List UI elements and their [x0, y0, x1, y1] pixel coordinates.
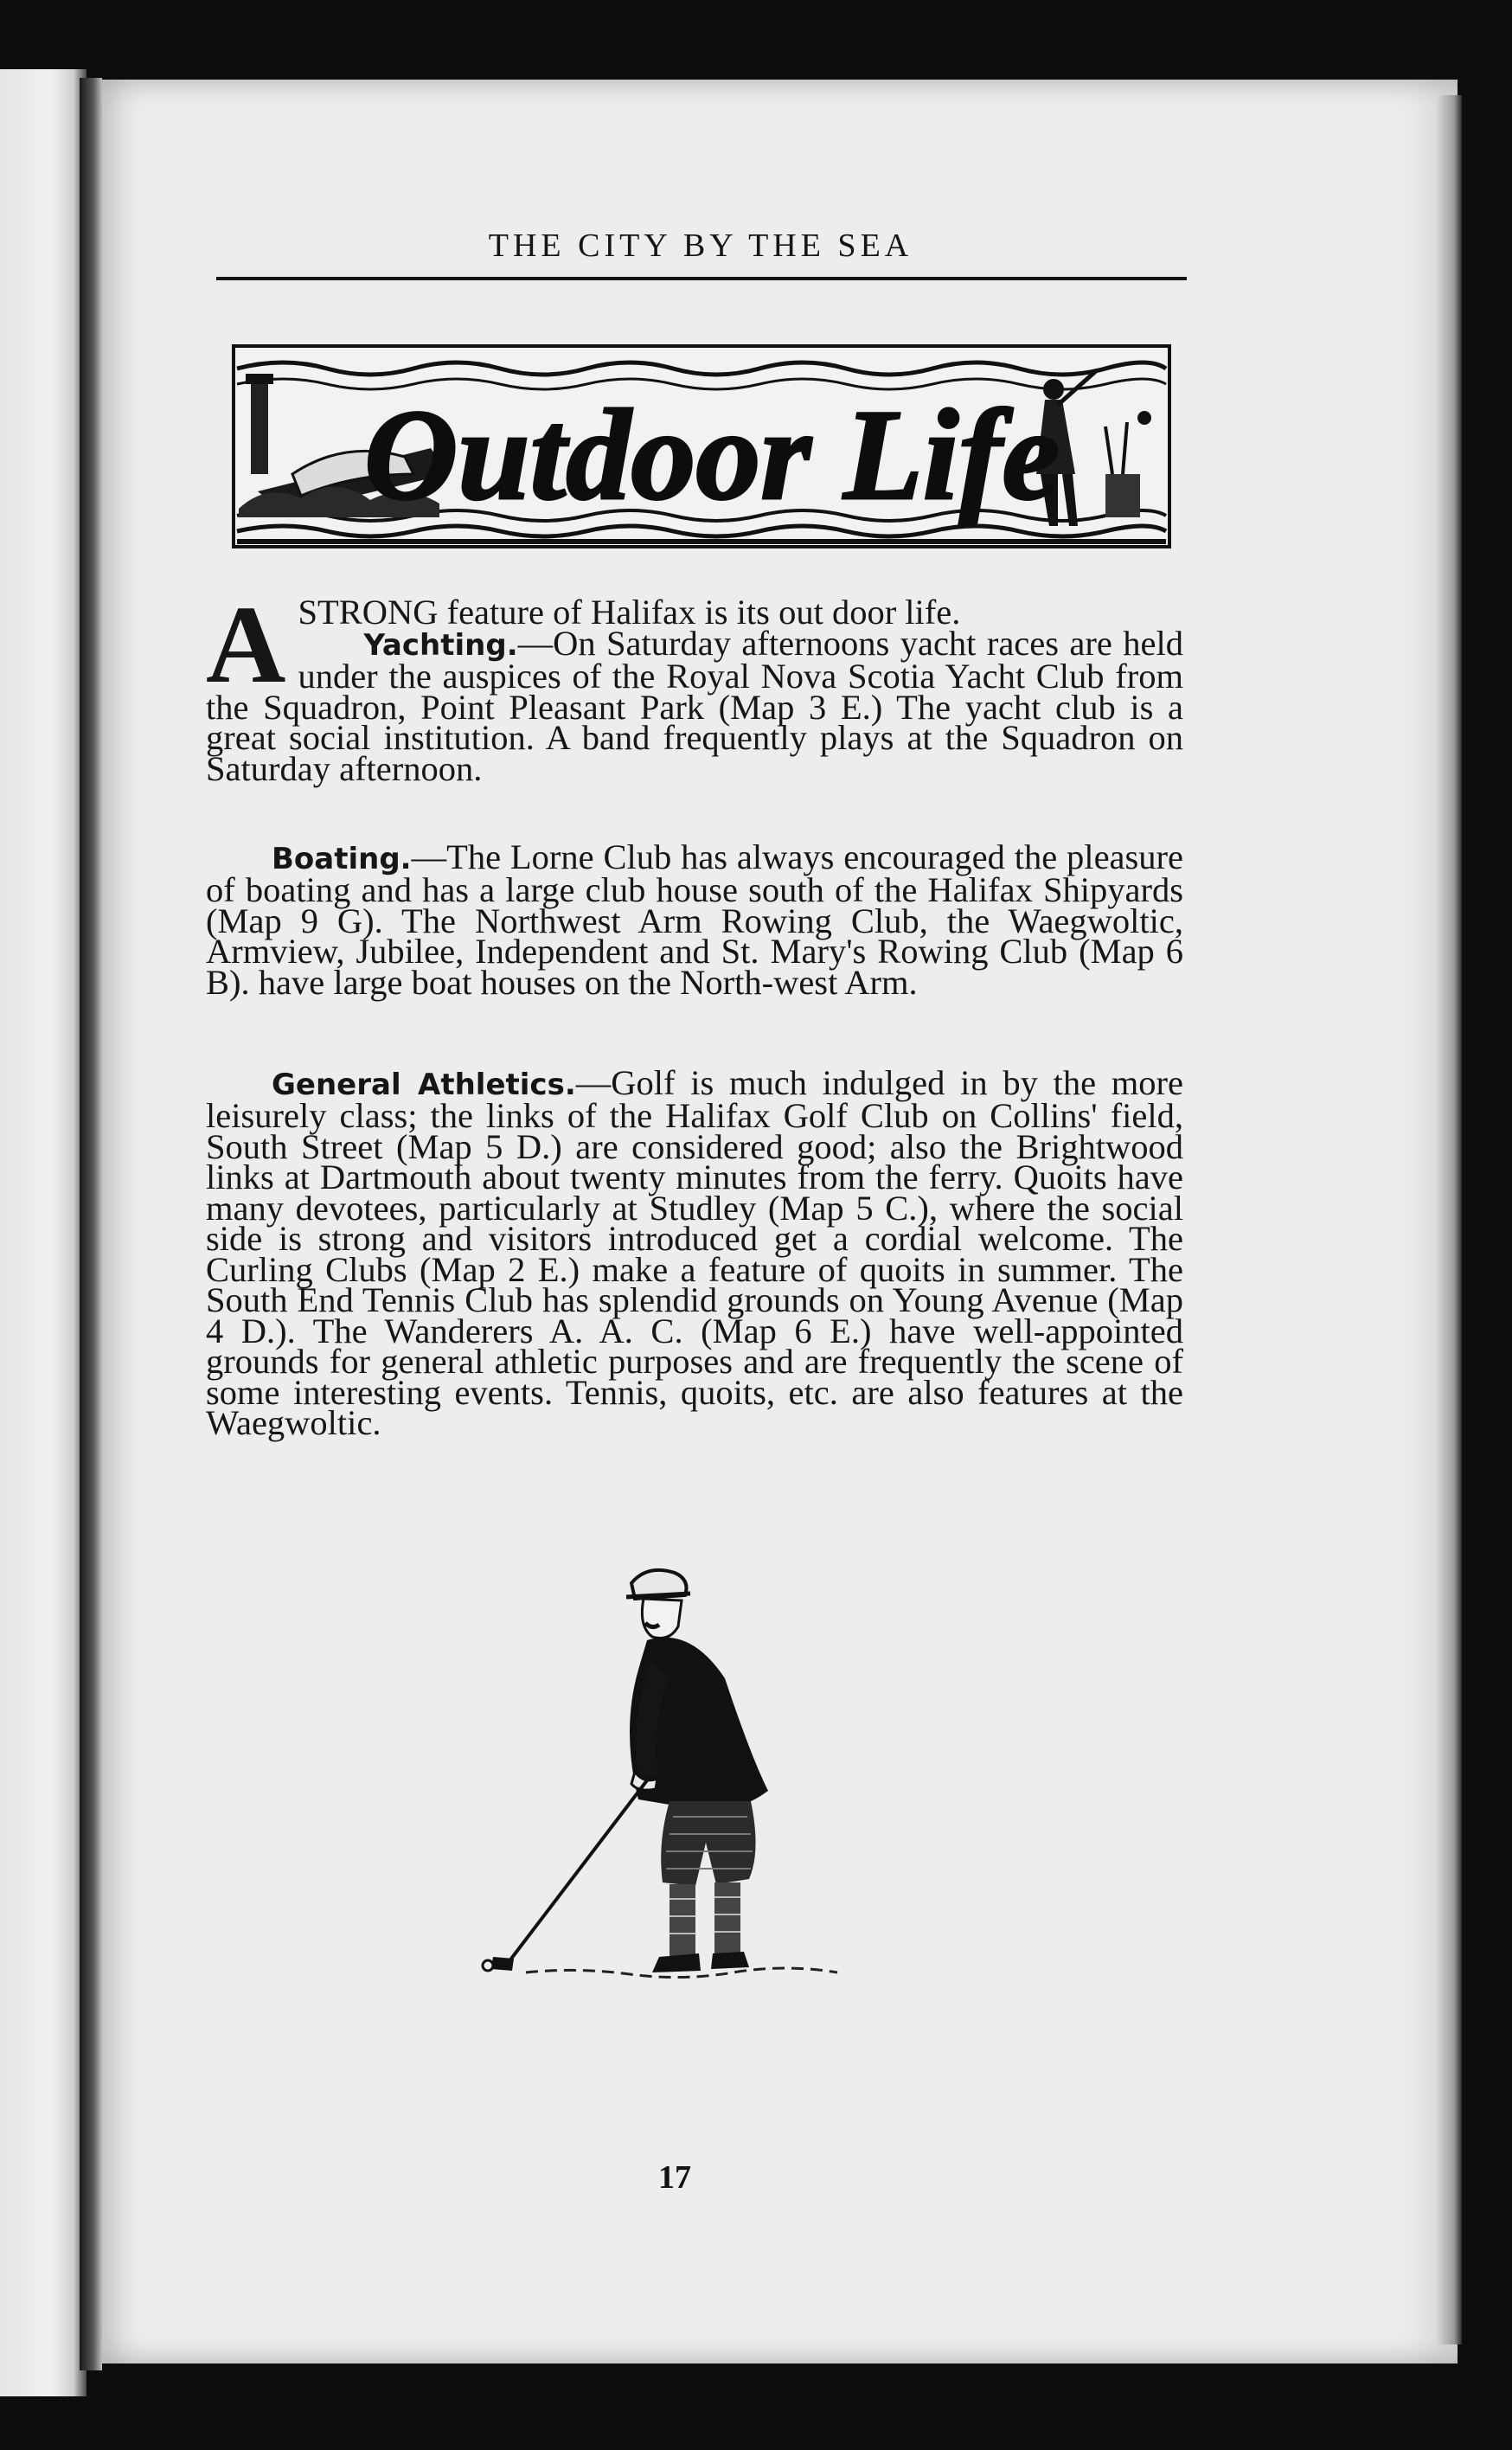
- banner-title: Outdoor Life: [363, 383, 1060, 527]
- running-head: THE CITY BY THE SEA: [488, 228, 913, 264]
- page-number: 17: [658, 2159, 691, 2196]
- boating-paragraph: [206, 837, 1183, 1002]
- athletics-text: —Golf is much indulged in by the more leisurely class; the links of the Halifax Golf Club on Collins' field, South Street (Map 5 D.) are considered good; also the Brightwood links at Dartmouth about twenty minutes from the ferry. Quoits have many devotees, particularly at Studley (Map 5 C.), where the social side is strong and visitors introduced get a cordial welcome. The Curling Clubs (Map 2 E.) make a feature of quoits in summer. The South End Tennis Club has splendid grounds on Young Avenue (Map 4 D.). The Wanderers A. A. C. (Map 6 E.) have well-appointed grounds for general athletic purposes and are frequently the scene of some interesting events. Tennis, quoits, etc. are also features at the Waegwoltic.: [206, 1062, 1184, 1442]
- banner-illustration: [232, 344, 1171, 548]
- drop-cap: A: [206, 583, 286, 706]
- page-edge-shadow: [1436, 95, 1462, 2344]
- header-rule: [216, 277, 1187, 280]
- book-spine: [80, 78, 102, 2370]
- facing-page-edge: [0, 69, 86, 2396]
- golfer-illustration: [474, 1557, 855, 2007]
- athletics-paragraph: [206, 1062, 1184, 1442]
- yachting-heading: Yachting.: [363, 627, 518, 663]
- intro-paragraph: [206, 583, 1183, 788]
- boating-text: —The Lorne Club has always encouraged the pleasure of boating and has a large club house south of the Halifax Shipyards (Map 9 G). The Northwest Arm Rowing Club, the Waegwoltic, Armview, Jubilee, Independent and St. Mary's Rowing Club (Map 6 B). have large boat houses on the North-west Arm.: [206, 837, 1183, 1002]
- boating-heading: Boating.: [272, 841, 412, 876]
- intro-text: STRONG feature of Halifax is its out door life.: [298, 593, 961, 632]
- yachting-text: —On Saturday afternoons yacht races are held under the auspices of the Royal Nova Scotia Yacht Club from the Squadron, Point Pleasant Park (Map 3 E.) The yacht club is a great social institution. A band frequently plays at the Squadron on Saturday afternoon.: [206, 623, 1183, 788]
- athletics-heading: General Athletics.: [272, 1067, 576, 1102]
- outdoor-life-banner: [232, 344, 1171, 548]
